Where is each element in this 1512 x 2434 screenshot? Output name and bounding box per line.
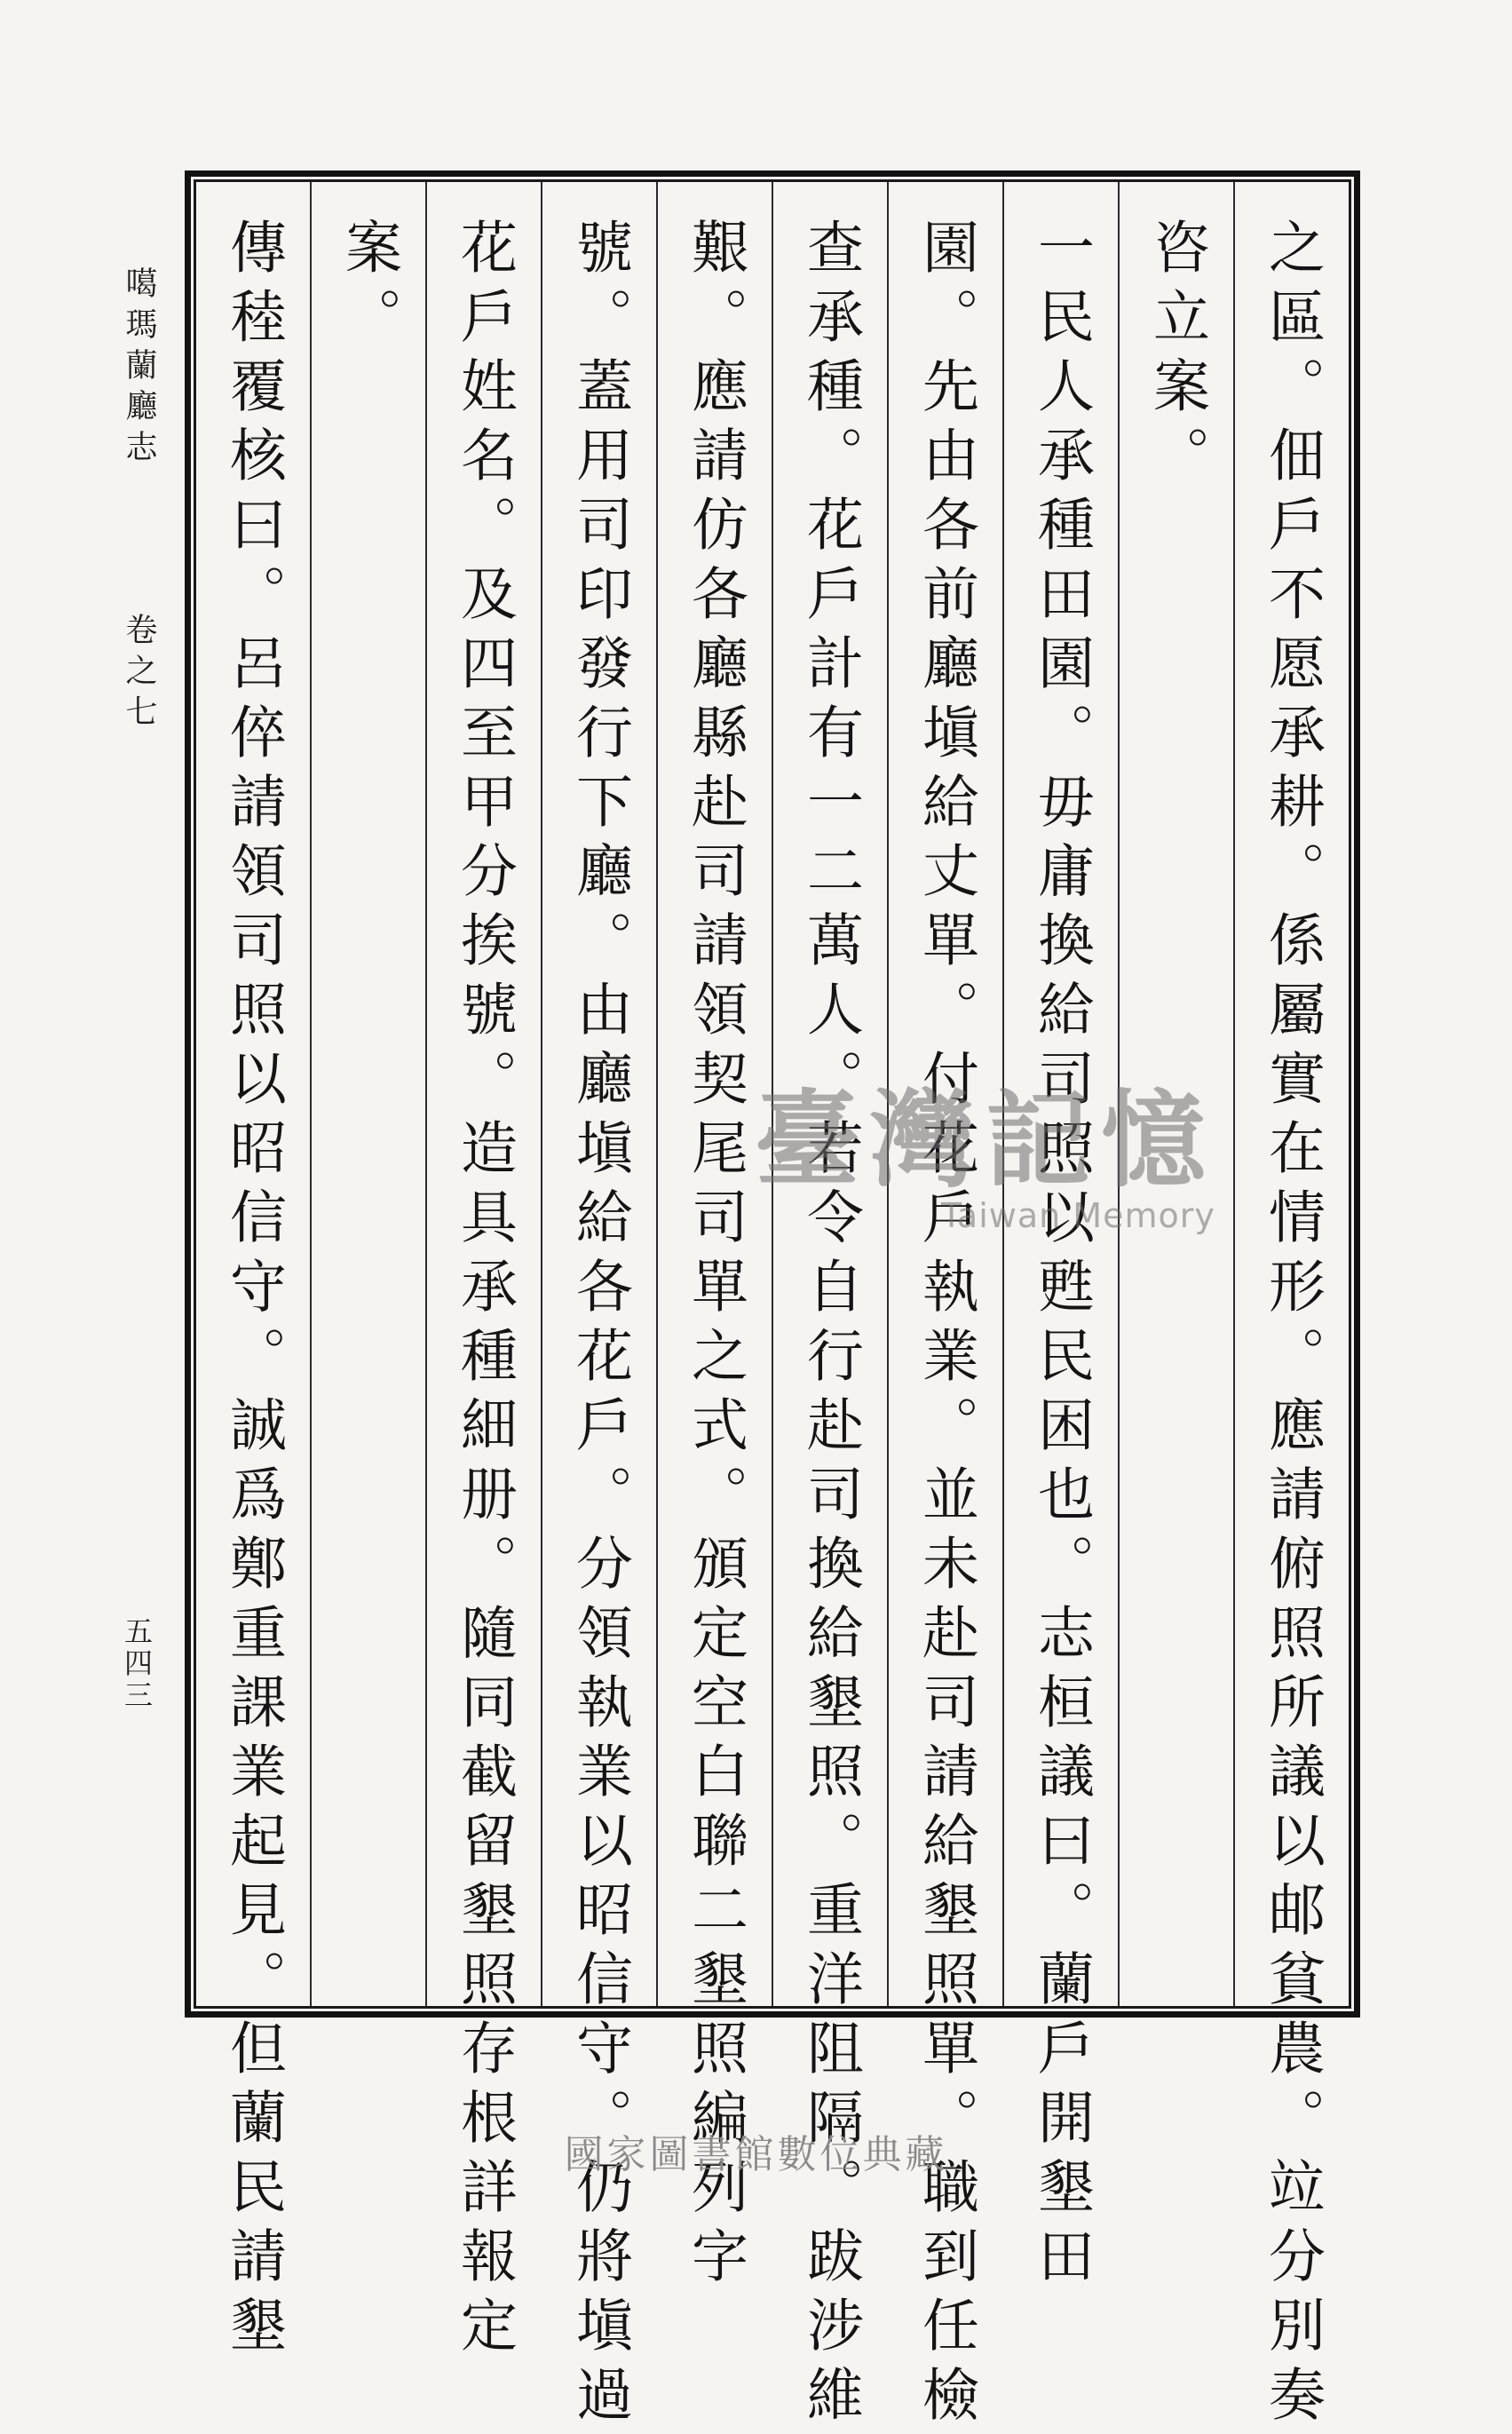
column-text: 一民人承種田園。毋庸換給司照以甦民困也。志桓議曰。蘭戶開墾田 bbox=[1028, 218, 1094, 2295]
volume-label: 卷之七 bbox=[121, 613, 157, 735]
text-column bbox=[1233, 182, 1349, 2434]
column-text: 園。先由各前廳塡給丈單。付花戶執業。並未赴司請給墾照單。職到任檢 bbox=[913, 218, 978, 2434]
column-text: 傳稑覆核曰。呂倅請領司照以昭信守。誠爲鄭重課業起見。但蘭民請墾 bbox=[220, 218, 286, 2365]
footer-caption: 國家圖書館數位典藏 bbox=[564, 2132, 948, 2177]
text-column bbox=[656, 182, 772, 2295]
column-text: 之區。佃戶不愿承耕。係屬實在情形。應請俯照所議以邮貧農。竝分別奏 bbox=[1259, 218, 1325, 2434]
column-text: 案。 bbox=[336, 218, 401, 356]
watermark-chinese: 臺灣記憶 bbox=[755, 1078, 1217, 1201]
text-column bbox=[1002, 182, 1118, 2295]
column-text: 花戶姓名。及四至甲分挨號。造具承種細册。隨同截留墾照存根詳報定 bbox=[451, 218, 517, 2365]
text-column bbox=[310, 182, 425, 2006]
column-text: 咨立案。 bbox=[1144, 218, 1209, 495]
watermark-english: Taiwan Memory bbox=[941, 1196, 1215, 1235]
page-number: 五四三 bbox=[120, 1616, 154, 1712]
text-column bbox=[887, 182, 1002, 2434]
column-text: 號。蓋用司印發行下廳。由廳塡給各花戶。分領執業以昭信守。仍將塡過 bbox=[566, 218, 632, 2434]
text-column bbox=[196, 182, 310, 2365]
column-text: 艱。應請仿各廳縣赴司請領契尾司單之式。頒定空白聯二墾照編列字 bbox=[682, 218, 748, 2295]
text-column bbox=[1118, 182, 1233, 2006]
text-column bbox=[425, 182, 541, 2365]
text-column bbox=[541, 182, 656, 2434]
text-column bbox=[772, 182, 887, 2434]
column-text: 查承種。花戶計有一二萬人。若令自行赴司換給墾照。重洋阻隔。跋涉維 bbox=[797, 218, 863, 2434]
book-title: 噶瑪蘭廳志 bbox=[121, 266, 157, 471]
